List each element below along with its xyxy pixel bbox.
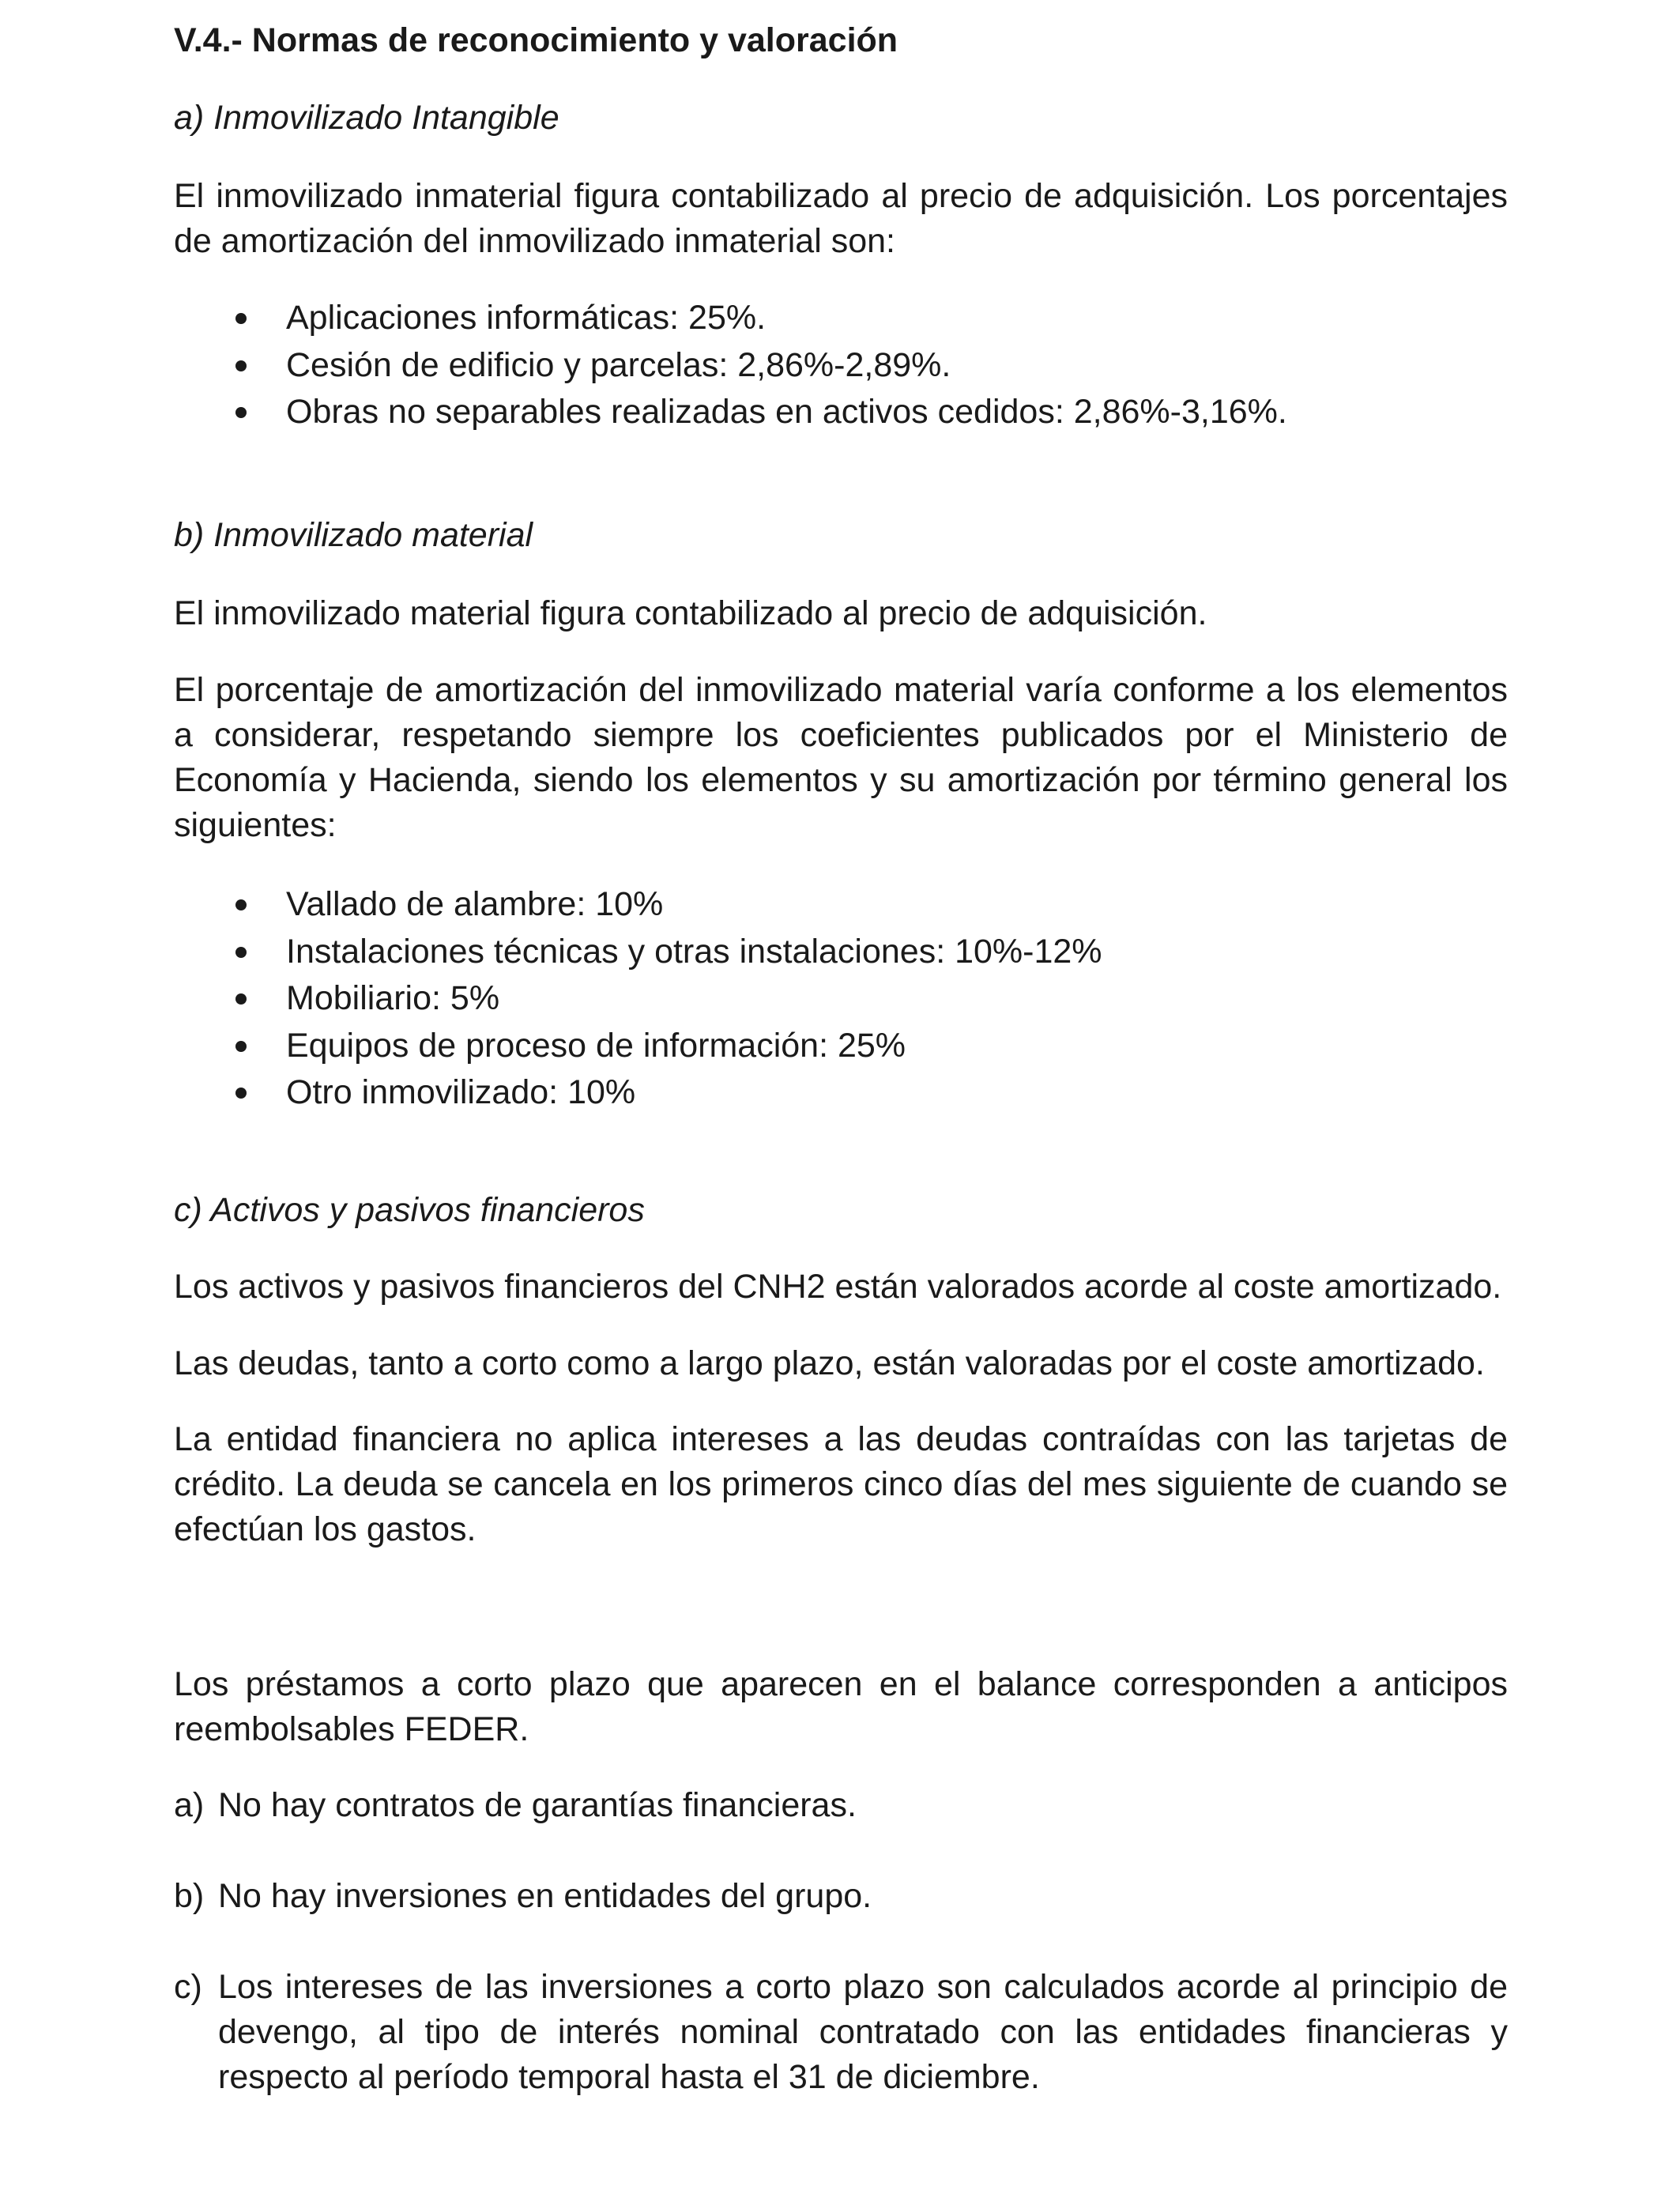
list-item: Otro inmovilizado: 10% (174, 1069, 1508, 1117)
subsection-title-material: b) Inmovilizado material (174, 516, 533, 554)
bullet-list-material (174, 881, 1508, 1117)
paragraph-debts: Las deudas, tanto a corto como a largo plazo, están valoradas por el coste amortizado. (174, 1344, 1485, 1382)
section-heading: V.4.- Normas de reconocimiento y valoración (174, 21, 898, 59)
paragraph-material-intro: El inmovilizado material figura contabilizado al precio de adquisición. (174, 594, 1207, 632)
bullet-icon (235, 947, 247, 958)
list-item: Equipos de proceso de información: 25% (174, 1023, 1508, 1070)
document-page (174, 0, 1508, 2194)
bullet-icon (235, 1041, 247, 1052)
paragraph-short-term-loans: Los préstamos a corto plazo que aparecen en el balance corresponden a anticipos reembolsables FEDER. (174, 1665, 1508, 1748)
bullet-icon (235, 993, 247, 1005)
list-item: Aplicaciones informáticas: 25%. (174, 295, 1508, 342)
bullet-icon (235, 899, 247, 910)
lettered-item-c: c) Los intereses de las inversiones a corto plazo son calculados acorde al principio de devengo, al tipo de interés nominal contratado con las entidades financieras y respecto al período temporal hasta el 31 de diciembre. (174, 1968, 1508, 2096)
bullet-icon (235, 1088, 247, 1099)
bullet-icon (235, 360, 247, 371)
bullet-icon (235, 313, 247, 324)
list-item: Vallado de alambre: 10% (174, 881, 1508, 929)
paragraph-intangible-intro: El inmovilizado inmaterial figura contabilizado al precio de adquisición. Los porcentajes de amortización del inmovilizado inmaterial son: (174, 177, 1508, 260)
lettered-item-b: b) No hay inversiones en entidades del grupo. (174, 1877, 872, 1915)
paragraph-financial-valuation: Los activos y pasivos financieros del CNH2 están valorados acorde al coste amortizado. (174, 1268, 1502, 1306)
paragraph-material-depreciation: El porcentaje de amortización del inmovilizado material varía conforme a los elementos a considerar, respetando siempre los coeficientes publicados por el Ministerio de Economía y Hacienda, siendo los elementos y su amortización por término general los siguientes: (174, 671, 1508, 844)
subsection-title-intangible: a) Inmovilizado Intangible (174, 99, 559, 137)
subsection-title-financial: c) Activos y pasivos financieros (174, 1191, 645, 1229)
paragraph-credit-cards: La entidad financiera no aplica intereses a las deudas contraídas con las tarjetas de crédito. La deuda se cancela en los primeros cinco días del mes siguiente de cuando se efectúan los gastos. (174, 1420, 1508, 1548)
bullet-list-intangible (174, 295, 1508, 436)
bullet-icon (235, 407, 247, 418)
list-item: Obras no separables realizadas en activos cedidos: 2,86%-3,16%. (174, 389, 1508, 436)
list-item: Instalaciones técnicas y otras instalaciones: 10%-12% (174, 929, 1508, 976)
lettered-item-a: a) No hay contratos de garantías financieras. (174, 1786, 857, 1824)
list-item: Cesión de edificio y parcelas: 2,86%-2,89%. (174, 342, 1508, 390)
list-item: Mobiliario: 5% (174, 975, 1508, 1023)
